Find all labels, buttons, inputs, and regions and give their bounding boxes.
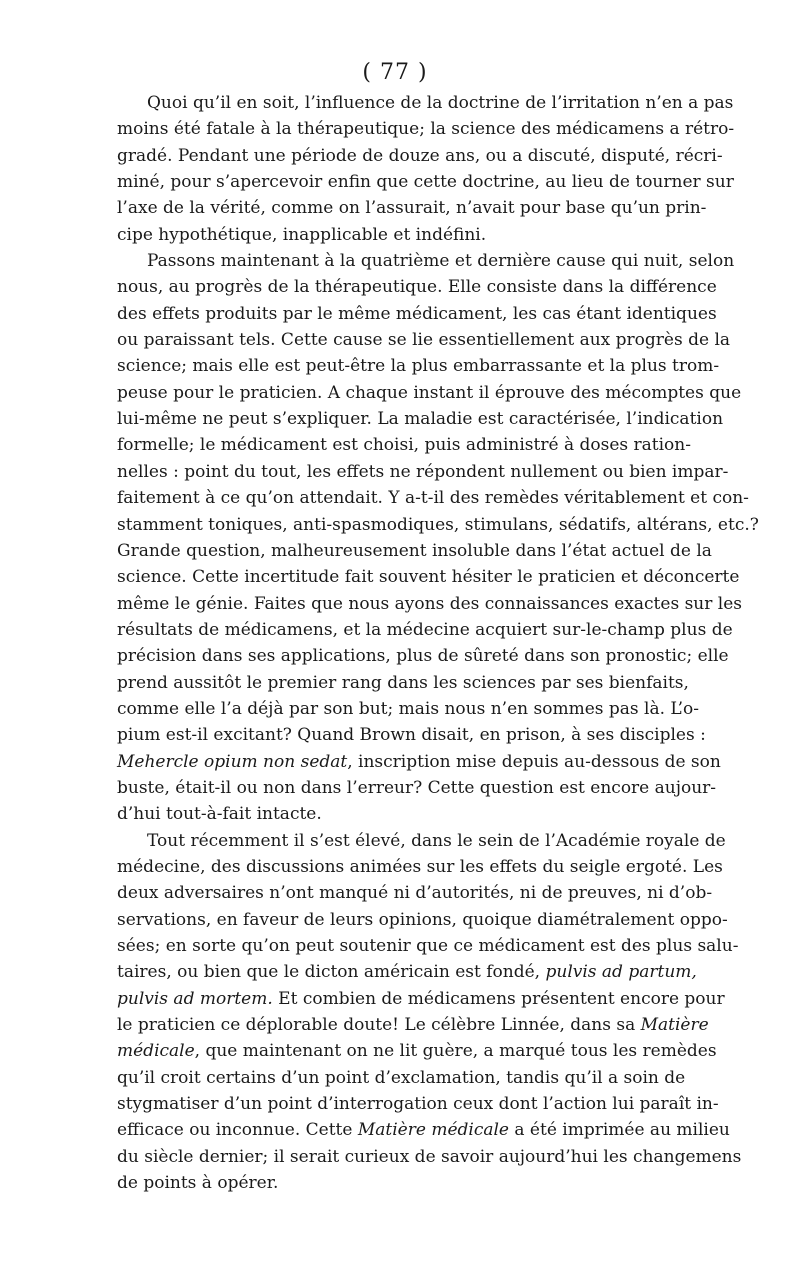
text-line: qu’il croit certains d’un point d’exclamation, tandis qu’il a soin de — [117, 1067, 686, 1088]
text-line: de points à opérer. — [117, 1173, 279, 1194]
text-line: Tout récemment il s’est élevé, dans le sein de l’Académie royale de — [147, 830, 726, 851]
text-line: miné, pour s’apercevoir enfin que cette doctrine, au lieu de tourner sur — [117, 172, 734, 193]
text-line: Grande question, malheureusement insoluble dans l’état actuel de la — [117, 540, 712, 561]
page-number: ( 77 ) — [362, 60, 428, 85]
text-line: moins été fatale à la thérapeutique; la science des médicamens a rétro- — [117, 119, 735, 140]
text-line: des effets produits par le même médicament, les cas étant identiques — [117, 303, 717, 324]
text-line: sées; en sorte qu’on peut soutenir que ce médicament est des plus salu- — [117, 936, 739, 956]
text-line: du siècle dernier; il serait curieux de savoir aujourd’hui les changemens — [117, 1146, 742, 1167]
text-line: Passons maintenant à la quatrième et dernière cause qui nuit, selon — [147, 251, 735, 272]
italic-phrase: pulvis ad partum, — [545, 962, 697, 983]
text-line: cipe hypothétique, inapplicable et indéfini. — [117, 224, 487, 245]
text-line: résultats de médicamens, et la médecine acquiert sur-le-champ plus de — [117, 619, 733, 640]
text-line: médicale, que maintenant on ne lit guère, a marqué tous les remèdes — [117, 1041, 717, 1062]
text-line: nous, au progrès de la thérapeutique. Elle consiste dans la différence — [117, 277, 717, 298]
italic-phrase: Mehercle opium non sedat — [117, 751, 348, 772]
text-line: comme elle l’a déjà par son but; mais nous n’en sommes pas là. L’o- — [117, 698, 700, 719]
text-line: science; mais elle est peut-être la plus embarrassante et la plus trom- — [117, 356, 720, 377]
text-line: ou paraissant tels. Cette cause se lie essentiellement aux progrès de la — [117, 330, 731, 351]
text-line: l’axe de la vérité, comme on l’assurait, n’avait pour base qu’un prin- — [117, 198, 707, 219]
text-line: même le génie. Faites que nous ayons des connaissances exactes sur les — [117, 593, 742, 614]
text-line: nelles : point du tout, les effets ne répondent nullement ou bien impar- — [117, 461, 729, 482]
text-line: d’hui tout-à-fait intacte. — [117, 804, 322, 825]
text-line: buste, était-il ou non dans l’erreur? Cette question est encore aujour- — [117, 777, 717, 798]
text-line: stamment toniques, anti-spasmodiques, stimulans, sédatifs, altérans, etc.? — [117, 514, 759, 535]
text-line: pium est-il excitant? Quand Brown disait, en prison, à ses disciples : — [117, 725, 706, 746]
italic-phrase: médicale — [117, 1041, 195, 1062]
text-line: deux adversaires n’ont manqué ni d’autorités, ni de preuves, ni d’ob- — [117, 883, 713, 904]
text-line: le praticien ce déplorable doute! Le célèbre Linnée, dans sa Matière — [117, 1015, 709, 1036]
text-line: faitement à ce qu’on attendait. Y a-t-il des remèdes véritablement et con- — [117, 488, 749, 509]
text-line: Mehercle opium non sedat, inscription mise depuis au-dessous de son — [117, 751, 721, 772]
text-line: prend aussitôt le premier rang dans les sciences par ses bienfaits, — [117, 672, 689, 693]
paragraph — [117, 828, 742, 1197]
text-line: précision dans ses applications, plus de sûreté dans son pronostic; elle — [117, 646, 729, 667]
paragraph — [117, 90, 735, 248]
italic-phrase: Matière — [640, 1015, 709, 1036]
text-line: lui-même ne peut s’expliquer. La maladie est caractérisée, l’indication — [117, 409, 724, 430]
paragraph — [117, 248, 759, 828]
body-text — [117, 90, 759, 1196]
text-line: pulvis ad mortem. Et combien de médicamens présentent encore pour — [117, 988, 725, 1009]
text-line: efficace ou inconnue. Cette Matière médicale a été imprimée au milieu — [117, 1120, 730, 1141]
text-line: médecine, des discussions animées sur les effets du seigle ergoté. Les — [117, 856, 723, 877]
italic-phrase: Matière médicale — [357, 1120, 509, 1141]
text-line: science. Cette incertitude fait souvent hésiter le praticien et déconcerte — [117, 567, 740, 588]
text-line: servations, en faveur de leurs opinions, quoique diamétralement oppo- — [117, 909, 728, 930]
text-line: taires, ou bien que le dicton américain est fondé, pulvis ad partum, — [117, 962, 697, 983]
text-line: Quoi qu’il en soit, l’influence de la doctrine de l’irritation n’en a pas — [147, 93, 734, 113]
text-line: peuse pour le praticien. A chaque instant il éprouve des mécomptes que — [117, 382, 742, 403]
italic-phrase: pulvis ad mortem. — [117, 988, 273, 1009]
text-line: formelle; le médicament est choisi, puis administré à doses ration- — [117, 435, 691, 456]
text-line: gradé. Pendant une période de douze ans, ou a discuté, disputé, récri- — [117, 145, 723, 166]
text-line: stygmatiser d’un point d’interrogation ceux dont l’action lui paraît in- — [117, 1094, 719, 1115]
